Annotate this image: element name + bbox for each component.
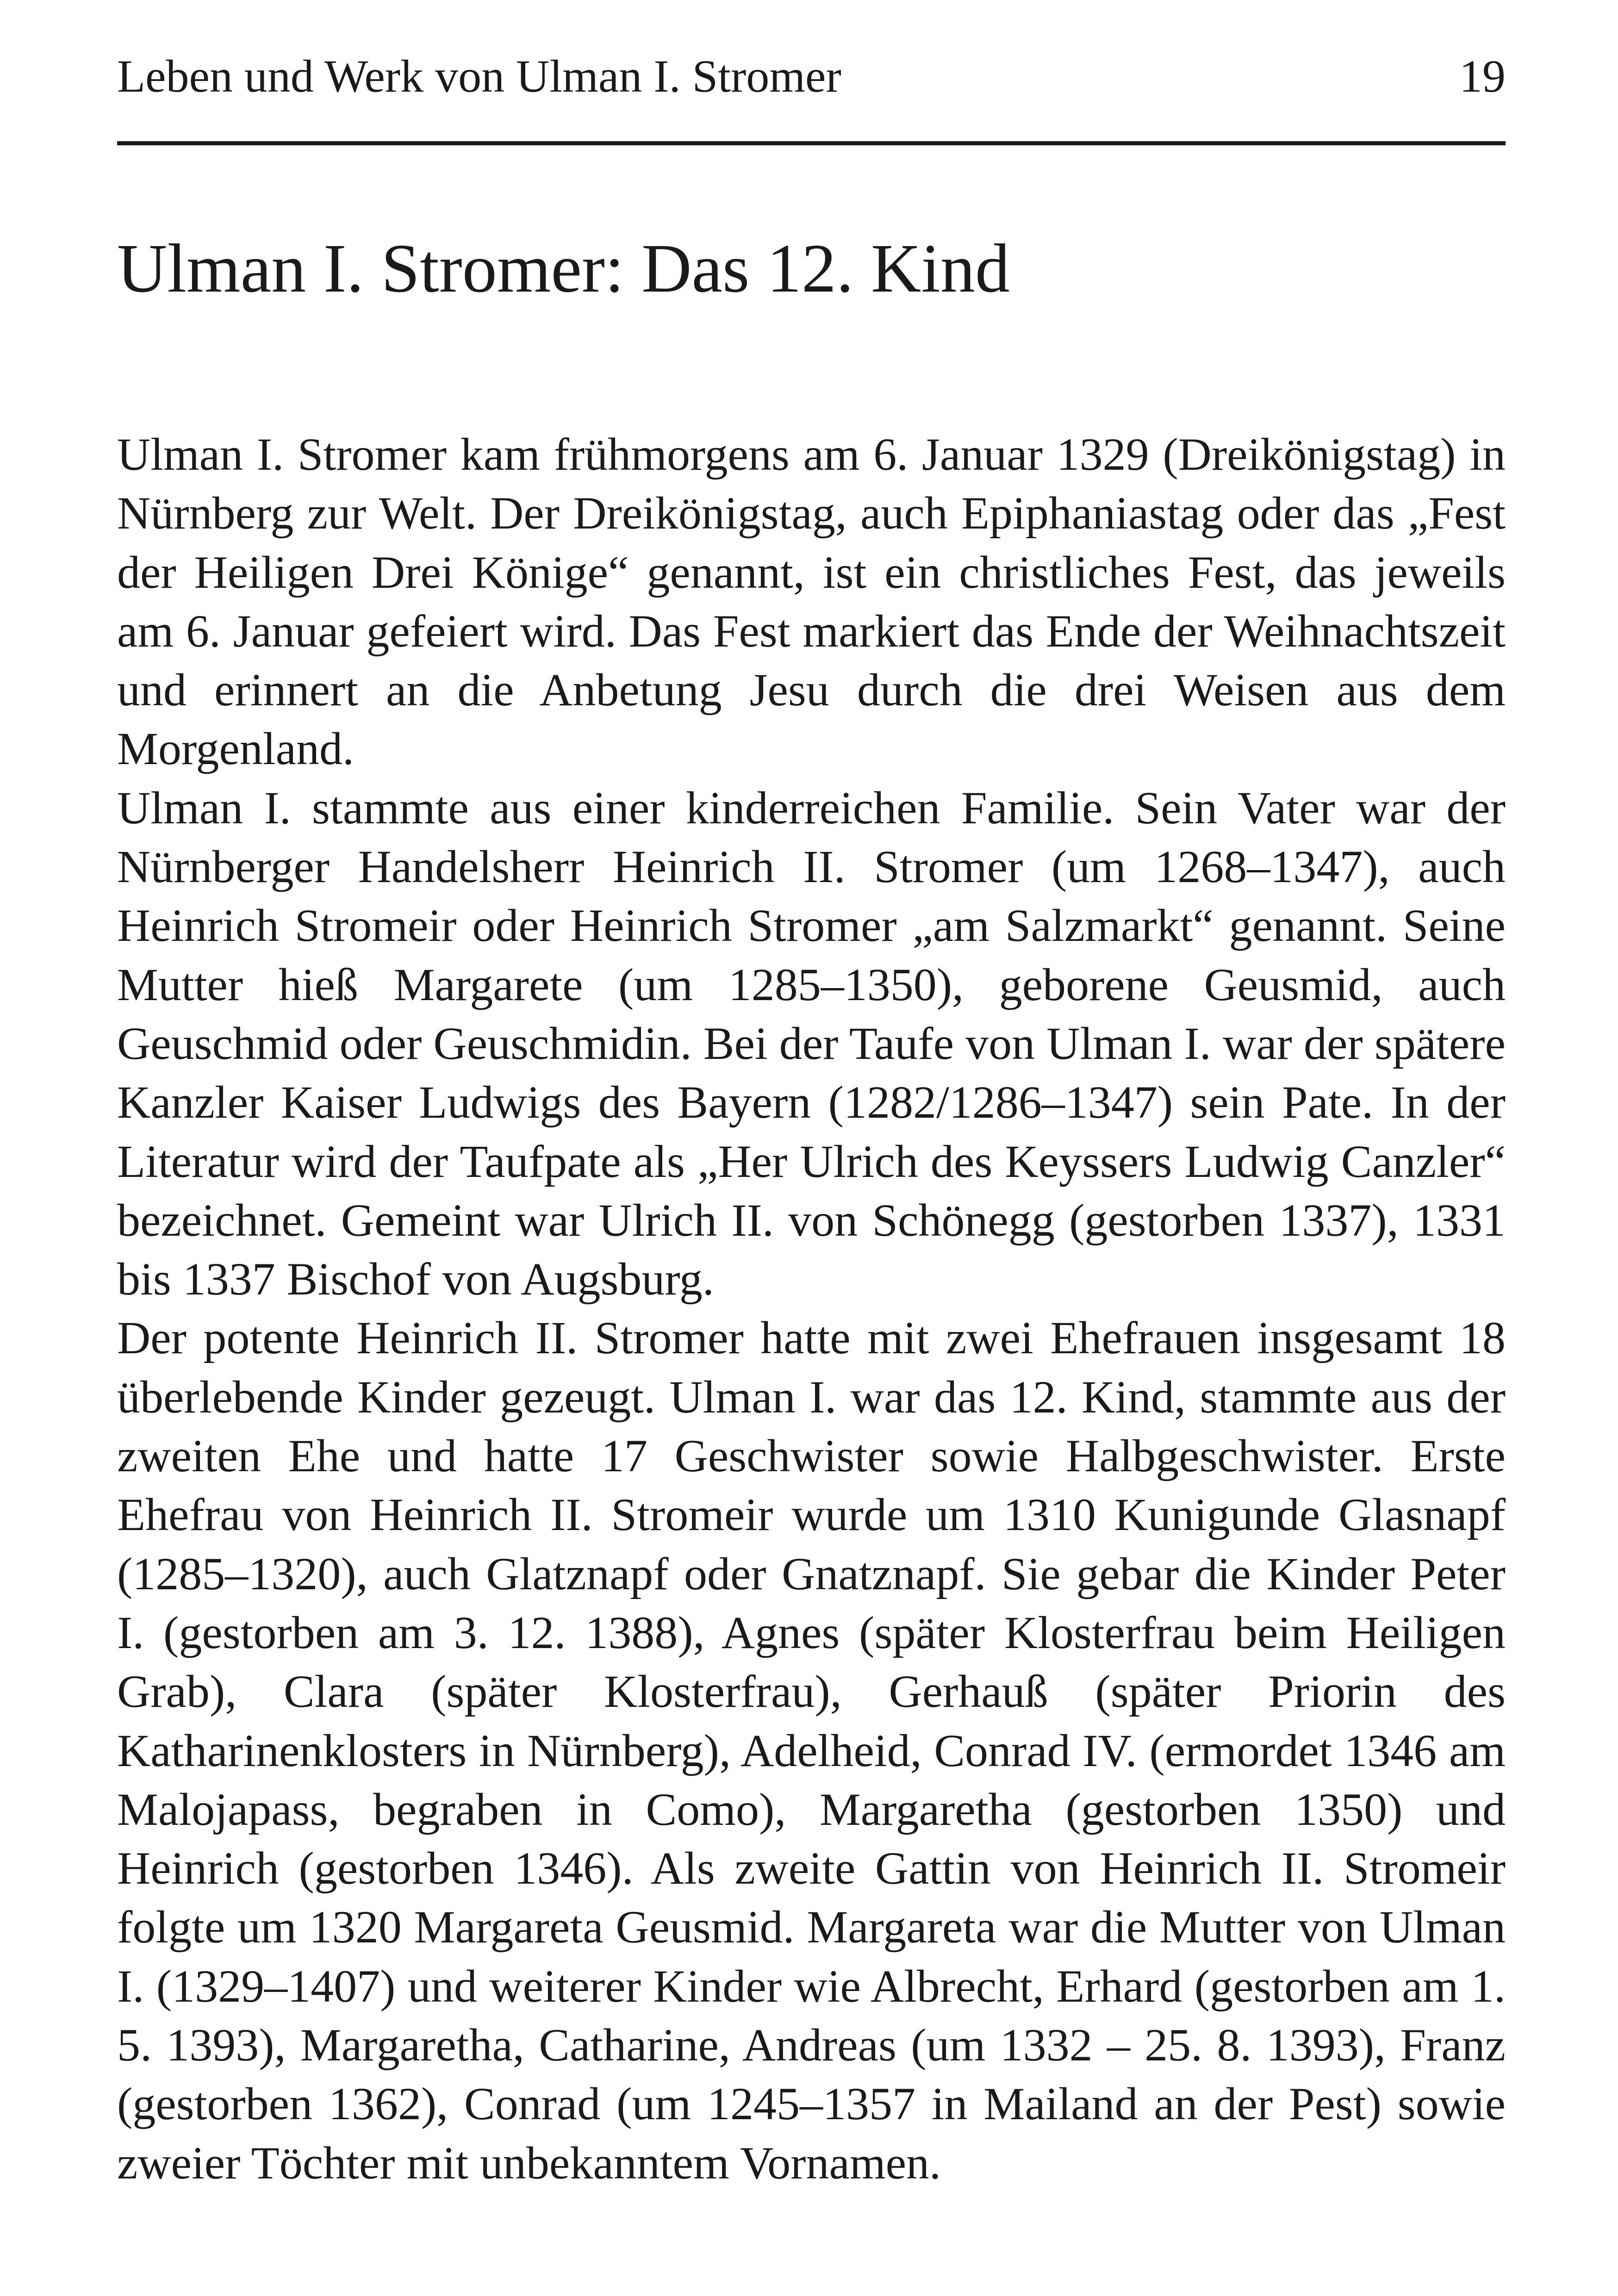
paragraph-siblings: Der potente Heinrich II. Stromer hatte mit zwei Ehefrauen insgesamt 18 überlebende Kinder gezeugt. Ulman I. war das 12. Kind, stammte aus der zweiten Ehe und hatte 17 Geschwister sowie Halbgeschwister. Erste Ehefrau von Heinrich II. Stromeir wurde um 1310 Kunigunde Glasnapf (1285–1320), auch Glatznapf oder Gnatznapf. Sie gebar die Kinder Peter I. (gestorben am 3. 12. 1388), Agnes (später Klosterfrau beim Heiligen Grab), Clara (später Klosterfrau), Gerhauß (später Priorin des Katharinenklosters in Nürnberg), Adelheid, Conrad IV. (ermordet 1346 am Malojapass, begraben in Como), Margaretha (gestorben 1350) und Heinrich (gestorben 1346). Als zweite Gattin von Heinrich II. Stromeir folgte um 1320 Margareta Geusmid. Margareta war die Mutter von Ulman I. (1329–1407) und weiterer Kinder wie Albrecht, Erhard (gestorben am 1. 5. 1393), Margaretha, Catharine, Andreas (um 1332 – 25. 8. 1393), Franz (gestorben 1362), Conrad (um 1245–1357 in Mailand an der Pest) sowie zweier Töchter mit unbekanntem Vornamen. — [117, 1312, 1506, 2189]
chapter-title: Ulman I. Stromer: Das 12. Kind — [117, 230, 1010, 307]
running-title: Leben und Werk von Ulman I. Stromer — [117, 50, 841, 102]
paragraph-parents: Ulman I. stammte aus einer kinderreichen Familie. Sein Vater war der Nürnberger Handelsherr Heinrich II. Stromer (um 1268–1347), auch Heinrich Stromeir oder Heinrich Stromer „am Salzmarkt“ genannt. Seine Mutter hieß Margarete (um 1285–1350), geborene Geusmid, auch Geuschmid oder Geuschmidin. Bei der Taufe von Ulman I. war der spätere Kanzler Kaiser Ludwigs des Bayern (1282/1286–1347) sein Pate. In der Literatur wird der Taufpate als „Her Ulrich des Keyssers Ludwig Canzler“ bezeichnet. Gemeint war Ulrich II. von Schönegg (gestorben 1337), 1331 bis 1337 Bischof von Augsburg. — [117, 782, 1506, 1305]
running-header — [117, 49, 1506, 104]
page-number: 19 — [1459, 50, 1506, 102]
body-text — [117, 425, 1506, 2192]
paragraph-birth: Ulman I. Stromer kam frühmorgens am 6. Januar 1329 (Dreikönigstag) in Nürnberg zur Welt. Der Dreikönigstag, auch Epiphaniastag oder das „Fest der Heiligen Drei Könige“ genannt, ist ein christliches Fest, das jeweils am 6. Januar gefeiert wird. Das Fest markiert das Ende der Weihnachtszeit und erinnert an die Anbetung Jesu durch die drei Weisen aus dem Morgenland. — [117, 429, 1506, 775]
book-page — [117, 0, 1506, 2296]
header-rule — [117, 141, 1506, 145]
